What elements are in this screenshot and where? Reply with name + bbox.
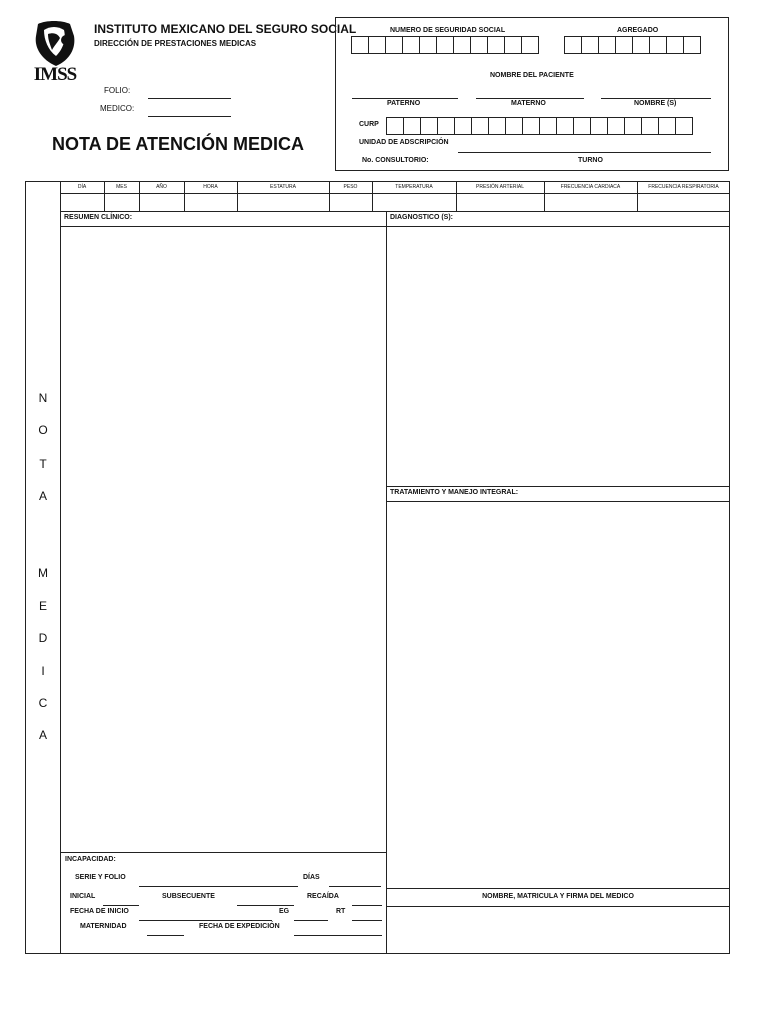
firma-label: NOMBRE, MATRICULA Y FIRMA DEL MEDICO bbox=[482, 893, 634, 900]
vitals-input-fr[interactable] bbox=[638, 194, 729, 211]
inicial-field[interactable] bbox=[103, 905, 139, 906]
page-title: NOTA DE ATENCIÓN MEDICA bbox=[52, 134, 304, 154]
subsecuente-label: SUBSECUENTE bbox=[162, 893, 215, 900]
vitals-header-anio: AÑO bbox=[156, 184, 167, 190]
vitals-header-fr: FRECUENCIA RESPIRATORIA bbox=[648, 184, 719, 190]
side-letter: E bbox=[38, 599, 47, 613]
vitals-bottom-divider bbox=[60, 211, 730, 212]
turno-label: TURNO bbox=[578, 157, 603, 164]
vitals-header-presion: PRESIÓN ARTERIAL bbox=[476, 184, 524, 190]
vitals-input-hora[interactable] bbox=[185, 194, 237, 211]
nss-label: NUMERO DE SEGURIDAD SOCIAL bbox=[390, 27, 506, 34]
institution-name: INSTITUTO MEXICANO DEL SEGURO SOCIAL bbox=[94, 22, 357, 36]
rt-label: RT bbox=[336, 908, 346, 915]
maternidad-field[interactable] bbox=[147, 935, 184, 936]
tratamiento-top-divider bbox=[386, 486, 730, 487]
vitals-header-estatura: ESTATURA bbox=[270, 184, 296, 190]
vitals-input-peso[interactable] bbox=[330, 194, 372, 211]
inicial-label: INICIAL bbox=[70, 893, 96, 900]
eg-label: EG bbox=[279, 908, 290, 915]
vitals-input-dia[interactable] bbox=[61, 194, 104, 211]
folio-label: FOLIO: bbox=[104, 86, 131, 95]
agregado-label: AGREGADO bbox=[617, 27, 659, 34]
logo-text: IMSS bbox=[33, 64, 77, 85]
tratamiento-area[interactable] bbox=[387, 502, 729, 887]
vitals-input-anio[interactable] bbox=[140, 194, 184, 211]
fecha-inicio-label: FECHA DE INICIO bbox=[70, 908, 129, 915]
firma-area[interactable] bbox=[387, 907, 729, 953]
fecha-expedicion-label: FECHA DE EXPEDICIÓN bbox=[199, 923, 280, 930]
side-letter: D bbox=[38, 631, 48, 645]
firma-top-divider bbox=[386, 888, 730, 889]
tratamiento-label: TRATAMIENTO Y MANEJO INTEGRAL: bbox=[390, 489, 519, 496]
materno-label: MATERNO bbox=[511, 100, 546, 107]
vitals-header-fc: FRECUENCIA CARDIACA bbox=[560, 184, 621, 190]
vitals-input-estatura[interactable] bbox=[238, 194, 329, 211]
department-name: DIRECCIÓN DE PRESTACIONES MEDICAS bbox=[94, 39, 257, 48]
vitals-header-peso: PESO bbox=[343, 184, 358, 190]
curp-label: CURP bbox=[359, 121, 379, 128]
medico-field[interactable] bbox=[148, 116, 231, 117]
medico-label: MEDICO: bbox=[100, 104, 135, 113]
vitals-header-temperatura: TEMPERATURA bbox=[395, 184, 433, 190]
side-letter: T bbox=[39, 457, 47, 471]
patient-name-label: NOMBRE DEL PACIENTE bbox=[490, 72, 574, 79]
diagnostico-area[interactable] bbox=[387, 227, 729, 486]
consultorio-label: No. CONSULTORIO: bbox=[362, 157, 429, 164]
imss-logo bbox=[26, 20, 84, 86]
vitals-input-fc[interactable] bbox=[545, 194, 637, 211]
fecha-expedicion-field[interactable] bbox=[294, 935, 382, 936]
vitals-header-mes: MES bbox=[116, 184, 127, 190]
dias-field[interactable] bbox=[329, 886, 381, 887]
resumen-clinico-area[interactable] bbox=[61, 227, 386, 852]
recaida-field[interactable] bbox=[352, 905, 382, 906]
recaida-label: RECAÍDA bbox=[307, 893, 339, 900]
vitals-header-hora: HORA bbox=[203, 184, 218, 190]
rt-field[interactable] bbox=[352, 920, 382, 921]
side-letter: C bbox=[38, 696, 48, 710]
incapacidad-label: INCAPACIDAD: bbox=[65, 856, 116, 863]
folio-field[interactable] bbox=[148, 98, 231, 99]
vitals-input-temperatura[interactable] bbox=[373, 194, 456, 211]
side-letter: M bbox=[38, 566, 48, 580]
serie-folio-field[interactable] bbox=[139, 886, 298, 887]
side-letter: I bbox=[41, 664, 45, 678]
curp-field[interactable] bbox=[386, 117, 692, 135]
nombre-label: NOMBRE (S) bbox=[634, 100, 677, 107]
side-letter: A bbox=[38, 728, 47, 742]
resumen-clinico-label: RESUMEN CLÍNICO: bbox=[64, 214, 133, 221]
subsecuente-field[interactable] bbox=[237, 905, 294, 906]
paterno-field[interactable] bbox=[352, 98, 458, 99]
vitals-header-dia: DÍA bbox=[77, 184, 87, 190]
side-letter: N bbox=[38, 391, 48, 405]
serie-folio-label: SERIE Y FOLIO bbox=[75, 874, 126, 881]
diagnostico-label: DIAGNOSTICO (S): bbox=[390, 214, 453, 221]
side-letter: A bbox=[38, 489, 47, 503]
imss-eagle-emblem-icon bbox=[26, 20, 84, 68]
side-letter: O bbox=[38, 423, 48, 437]
vitals-input-mes[interactable] bbox=[105, 194, 139, 211]
incapacidad-top-divider bbox=[60, 852, 386, 853]
maternidad-label: MATERNIDAD bbox=[80, 923, 127, 930]
agregado-field[interactable] bbox=[564, 36, 700, 54]
unidad-label: UNIDAD DE ADSCRIPCIÓN bbox=[359, 139, 449, 146]
nss-field[interactable] bbox=[351, 36, 538, 54]
unidad-field[interactable] bbox=[458, 152, 711, 153]
materno-field[interactable] bbox=[476, 98, 584, 99]
paterno-label: PATERNO bbox=[387, 100, 421, 107]
vitals-input-presion[interactable] bbox=[457, 194, 544, 211]
fecha-inicio-field[interactable] bbox=[139, 920, 272, 921]
nombre-field[interactable] bbox=[601, 98, 711, 99]
eg-field[interactable] bbox=[294, 920, 328, 921]
dias-label: DÍAS bbox=[303, 874, 320, 881]
